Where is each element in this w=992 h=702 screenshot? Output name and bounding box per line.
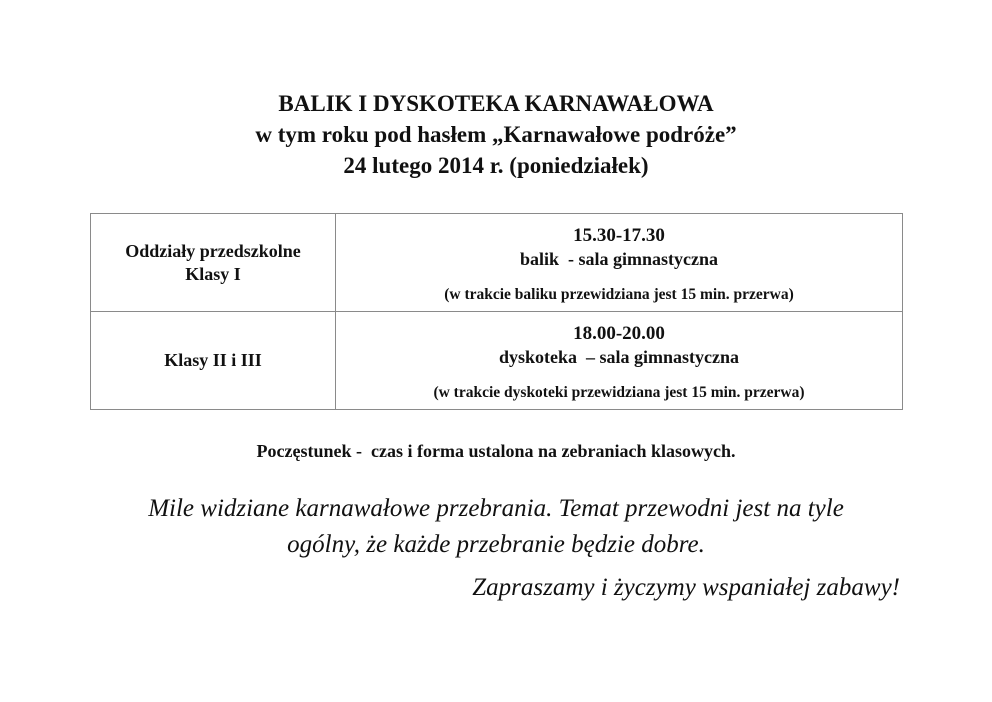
groups-cell — [91, 214, 336, 312]
costume-line-2: ogólny, że każde przebranie będzie dobre. — [287, 531, 705, 558]
break-note: (w trakcie baliku przewidziana jest 15 min. przerwa) — [444, 286, 794, 303]
title-line-3: 24 lutego 2014 r. (poniedziałek) — [343, 153, 649, 178]
group-label: Oddziały przedszkolne — [125, 240, 301, 261]
costume-line-1: Mile widziane karnawałowe przebrania. Temat przewodni jest na tyle — [148, 495, 844, 522]
break-note: (w trakcie dyskoteki przewidziana jest 15 min. przerwa) — [433, 384, 805, 401]
schedule-table — [90, 213, 903, 410]
refreshments-note: Poczęstunek - czas i forma ustalona na zebraniach klasowych. — [256, 441, 736, 461]
time-range: 18.00-20.00 — [573, 323, 665, 344]
activity-label: dyskoteka – sala gimnastyczna — [498, 347, 740, 367]
costume-invitation — [0, 491, 992, 563]
activity-label: balik - sala gimnastyczna — [519, 249, 719, 269]
title-line-1: BALIK I DYSKOTEKA KARNAWAŁOWA — [278, 91, 714, 116]
details-cell — [336, 312, 903, 410]
details-cell — [336, 214, 903, 312]
groups-cell — [91, 312, 336, 410]
table-row — [91, 312, 903, 410]
table-row — [91, 214, 903, 312]
event-title — [0, 88, 992, 181]
group-label: Klasy II i III — [164, 350, 262, 370]
closing-wishes: Zapraszamy i życzymy wspaniałej zabawy! — [472, 574, 900, 601]
time-range: 15.30-17.30 — [573, 225, 665, 246]
group-label: Klasy I — [185, 263, 241, 284]
title-line-2: w tym roku pod hasłem „Karnawałowe podróże” — [255, 122, 737, 147]
